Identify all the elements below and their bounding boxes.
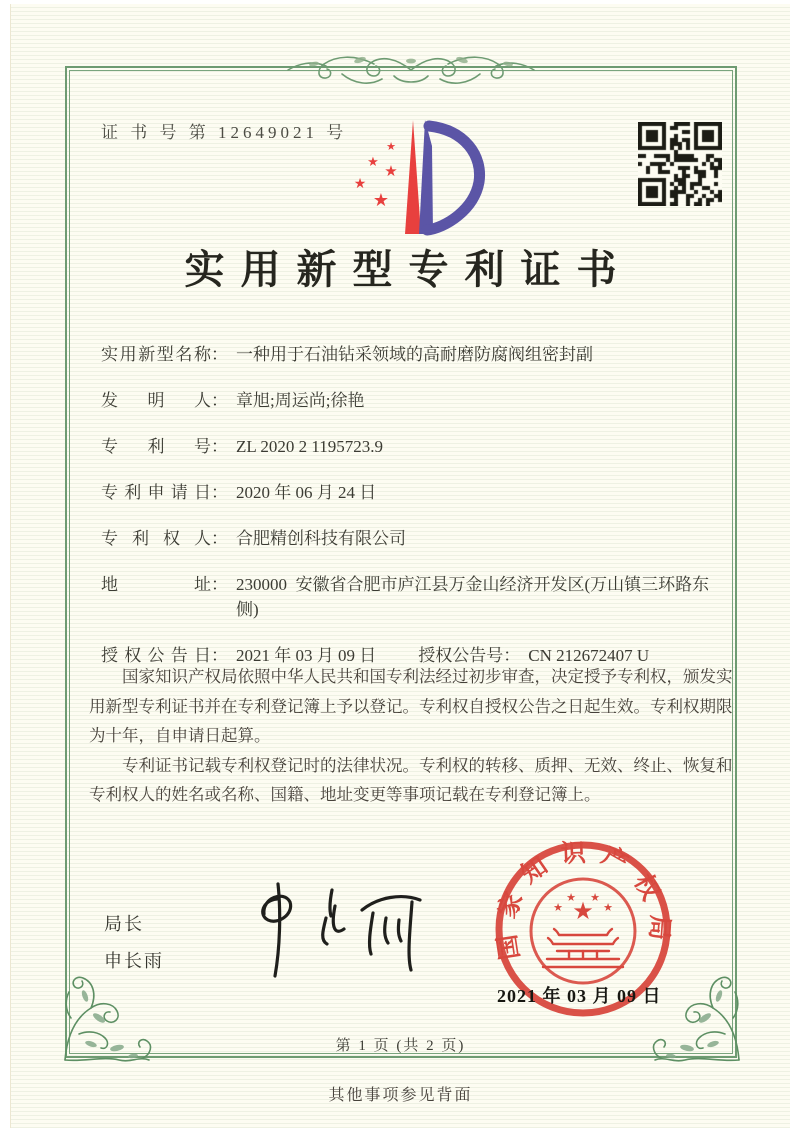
star-icon: ★	[553, 901, 563, 914]
filing-date-value: 2020 年 06 月 24 日	[236, 483, 377, 502]
patent-number-value: ZL 2020 2 1195723.9	[236, 437, 384, 456]
back-side-note: 其他事项参见背面	[328, 1087, 473, 1104]
field-label: 专利号	[101, 437, 211, 456]
grant-date-value: 2021 年 03 月 09 日	[236, 646, 377, 665]
official-title: 局长	[104, 914, 144, 934]
cnipa-logo-icon	[333, 110, 489, 240]
field-label: 授权公告号	[418, 646, 504, 665]
qr-code	[638, 122, 722, 206]
patentee-value: 合肥精创科技有限公司	[236, 529, 406, 548]
seal-organization-text: 国家知识产权局	[492, 839, 674, 962]
legal-text	[89, 662, 737, 810]
field-label: 实用新型名称	[101, 345, 211, 364]
field-label: 地址	[101, 575, 211, 594]
certificate-paper	[10, 4, 790, 1128]
grant-publication-number-value: CN 212672407 U	[528, 646, 650, 665]
star-icon: ★	[590, 891, 600, 904]
field-grant-publication-number: 授权公告号 ： CN 212672407 U	[418, 643, 649, 668]
field-row-grant-date: 授权公告日 ： 2021 年 03 月 09 日 授权公告号 ： CN 212672407 U	[101, 643, 723, 668]
star-icon: ★	[386, 140, 396, 153]
legal-paragraph-1: 国家知识产权局依照中华人民共和国专利法经过初步审查，决定授予专利权，颁发实用新型专利证书并在专利登记簿上予以登记。专利权自授权公告之日起生效。专利权期限为十年，自申请日起算。	[89, 667, 733, 745]
utility-model-name-value: 一种用于石油钻采领域的高耐磨防腐阀组密封副	[236, 345, 593, 364]
patent-fields	[101, 342, 723, 689]
field-row-filing-date: 专利申请日 ： 2020 年 06 月 24 日	[101, 480, 723, 505]
field-label: 专利申请日	[101, 483, 211, 502]
star-icon: ★	[353, 176, 367, 192]
field-label: 发明人	[101, 391, 211, 410]
field-row-address: 地址 ： 230000 安徽省合肥市庐江县万金山经济开发区(万山镇三环路东侧)	[101, 572, 723, 622]
field-label: 授权公告日	[101, 646, 211, 665]
star-icon: ★	[367, 155, 379, 170]
inventors-value: 章旭;周运尚;徐艳	[236, 391, 365, 410]
official-block	[104, 906, 164, 980]
star-icon: ★	[372, 190, 390, 211]
field-row-patentee: 专利权人 ： 合肥精创科技有限公司	[101, 526, 723, 551]
field-row-patent-number: 专利号 ： ZL 2020 2 1195723.9	[101, 434, 723, 459]
certificate-number: 证 书 号 第 12649021 号	[101, 123, 348, 142]
page-number: 第 1 页 (共 2 页)	[335, 1038, 466, 1054]
legal-paragraph-2: 专利证书记载专利权登记时的法律状况。专利权的转移、质押、无效、终止、恢复和专利权人的姓名或名称、国籍、地址变更等事项记载在专利登记簿上。	[89, 755, 733, 804]
star-icon: ★	[572, 897, 594, 925]
field-row-utility-model-name: 实用新型名称 ： 一种用于石油钻采领域的高耐磨防腐阀组密封副	[101, 342, 723, 367]
field-label: 专利权人	[101, 529, 211, 548]
national-emblem-icon	[531, 879, 635, 983]
seal-date: 2021 年 03 月 09 日	[497, 986, 662, 1006]
director-signature	[226, 872, 436, 990]
official-name: 申长雨	[104, 951, 164, 971]
star-icon: ★	[603, 901, 613, 914]
address-value: 230000 安徽省合肥市庐江县万金山经济开发区(万山镇三环路东侧)	[236, 575, 710, 619]
certificate-title: 实用新型专利证书	[184, 247, 633, 292]
star-icon: ★	[566, 891, 576, 904]
field-row-inventors: 发明人 ： 章旭;周运尚;徐艳	[101, 388, 723, 413]
star-icon: ★	[384, 162, 398, 180]
